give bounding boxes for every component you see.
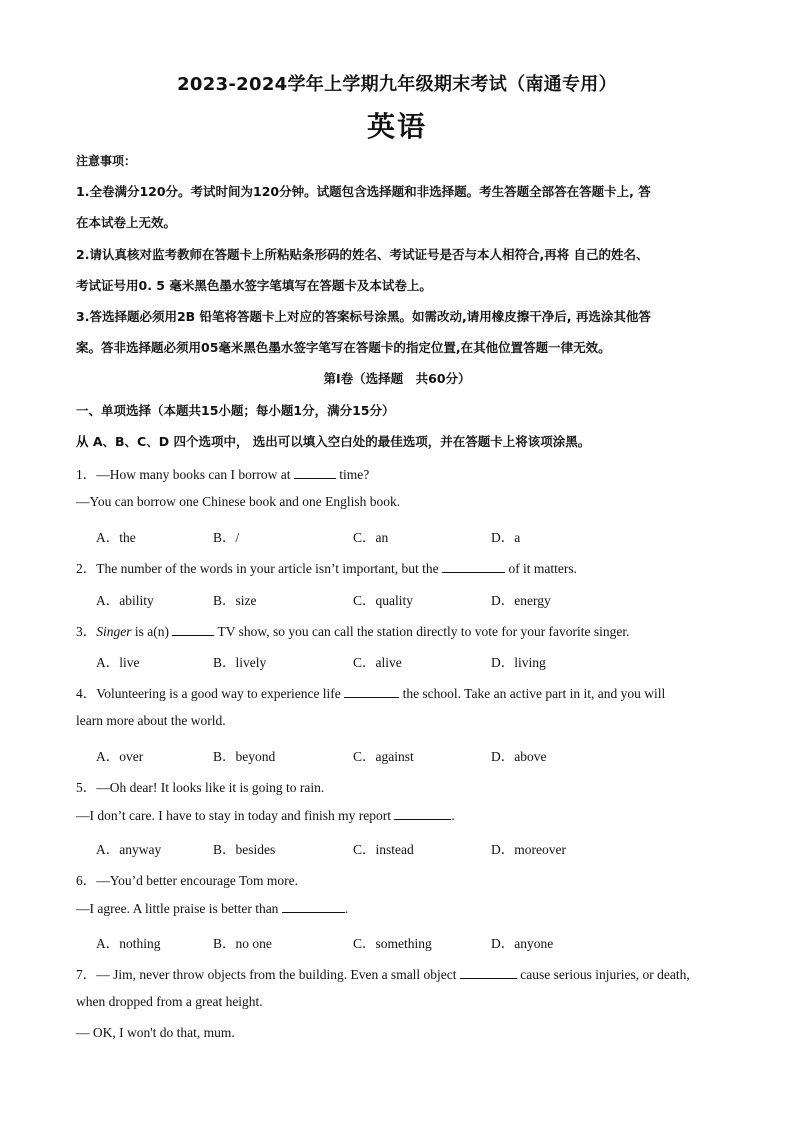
answer-blank [344, 685, 399, 698]
q4-option-b: B．beyond [213, 749, 276, 764]
notice-item-2a: 2.请认真核对监考教师在答题卡上所粘贴条形码的姓名、考试证号是否与本人相符合,再将 自己的姓名、 [76, 247, 649, 262]
q6-option-b: B．no one [213, 936, 272, 951]
question-7-stem: 7．— Jim, never throw objects from the building. Even a small object cause serious injuries, or death, [76, 967, 690, 982]
q1-option-d: D．a [491, 530, 521, 545]
q4-option-d: D．above [491, 749, 547, 764]
answer-blank [172, 623, 214, 636]
question-1-reply: —You can borrow one Chinese book and one English book. [76, 494, 401, 509]
q3-option-c: C．alive [353, 655, 402, 670]
question-5-reply: —I don’t care. I have to stay in today and finish my report . [76, 808, 455, 823]
question-2-stem: 2．The number of the words in your article isn’t important, but the of it matters. [76, 561, 578, 576]
q2-option-c: C．quality [353, 593, 413, 608]
notice-item-3a: 3.答选择题必须用2B 铅笔将答题卡上对应的答案标号涂黑。如需改动,请用橡皮擦干净后, 再选涂其他答 [76, 309, 651, 324]
answer-blank [294, 466, 336, 479]
q6-option-d: D．anyone [491, 936, 554, 951]
section-heading: 一、单项选择（本题共15小题；每小题1分，满分15分） [76, 403, 395, 418]
q6-option-a: A．nothing [96, 936, 161, 951]
notice-item-1b: 在本试卷上无效。 [76, 215, 177, 230]
q6-option-c: C．something [353, 936, 432, 951]
q3-option-b: B．lively [213, 655, 267, 670]
q2-option-b: B．size [213, 593, 257, 608]
question-7-reply: — OK, I won't do that, mum. [76, 1025, 235, 1040]
answer-blank [442, 560, 505, 573]
q3-option-a: A．live [96, 655, 140, 670]
question-7-stem-cont: when dropped from a great height. [76, 994, 263, 1009]
question-6-reply: —I agree. A little praise is better than . [76, 901, 349, 916]
question-4-stem-cont: learn more about the world. [76, 713, 226, 728]
q1-option-c: C．an [353, 530, 389, 545]
q5-option-a: A．anyway [96, 842, 162, 857]
notice-heading: 注意事项： [76, 154, 137, 168]
q3-option-d: D．living [491, 655, 546, 670]
q2-option-a: A．ability [96, 593, 154, 608]
notice-item-3b: 案。答非选择题必须用05毫米黑色墨水签字笔写在答题卡的指定位置,在其他位置答题一律无效。 [76, 340, 611, 355]
section-instruction: 从 A、B、C、D 四个选项中， 选出可以填入空白处的最佳选项，并在答题卡上将该项涂黑。 [76, 434, 591, 449]
answer-blank [394, 807, 451, 820]
q5-option-c: C．instead [353, 842, 414, 857]
part-title: 第I卷（选择题 共60分） [323, 371, 471, 386]
subject-title: 英语 [366, 110, 427, 143]
answer-blank [282, 900, 345, 913]
question-1-stem: 1．—How many books can I borrow at time? [76, 467, 370, 482]
question-4-stem: 4．Volunteering is a good way to experience life the school. Take an active part in it, and you will [76, 686, 666, 701]
question-6-stem: 6．—You’d better encourage Tom more. [76, 873, 299, 888]
exam-title: 2023-2024学年上学期九年级期末考试（南通专用） [177, 74, 617, 95]
question-3-stem: 3．Singer is a(n) TV show, so you can call the station directly to vote for your favorite singer. [76, 624, 630, 639]
q5-option-d: D．moreover [491, 842, 566, 857]
q4-option-a: A．over [96, 749, 144, 764]
q4-option-c: C．against [353, 749, 414, 764]
q1-option-a: A．the [96, 530, 136, 545]
notice-item-2b: 考试证号用0. 5 毫米黑色墨水签字笔填写在答题卡及本试卷上。 [76, 278, 432, 293]
q2-option-d: D．energy [491, 593, 551, 608]
q5-option-b: B．besides [213, 842, 276, 857]
notice-item-1a: 1.全卷满分120分。考试时间为120分钟。试题包含选择题和非选择题。考生答题全部答在答题卡上, 答 [76, 184, 651, 199]
q1-option-b: B．/ [213, 530, 240, 545]
question-5-stem: 5．—Oh dear! It looks like it is going to rain. [76, 780, 325, 795]
answer-blank [460, 966, 517, 979]
